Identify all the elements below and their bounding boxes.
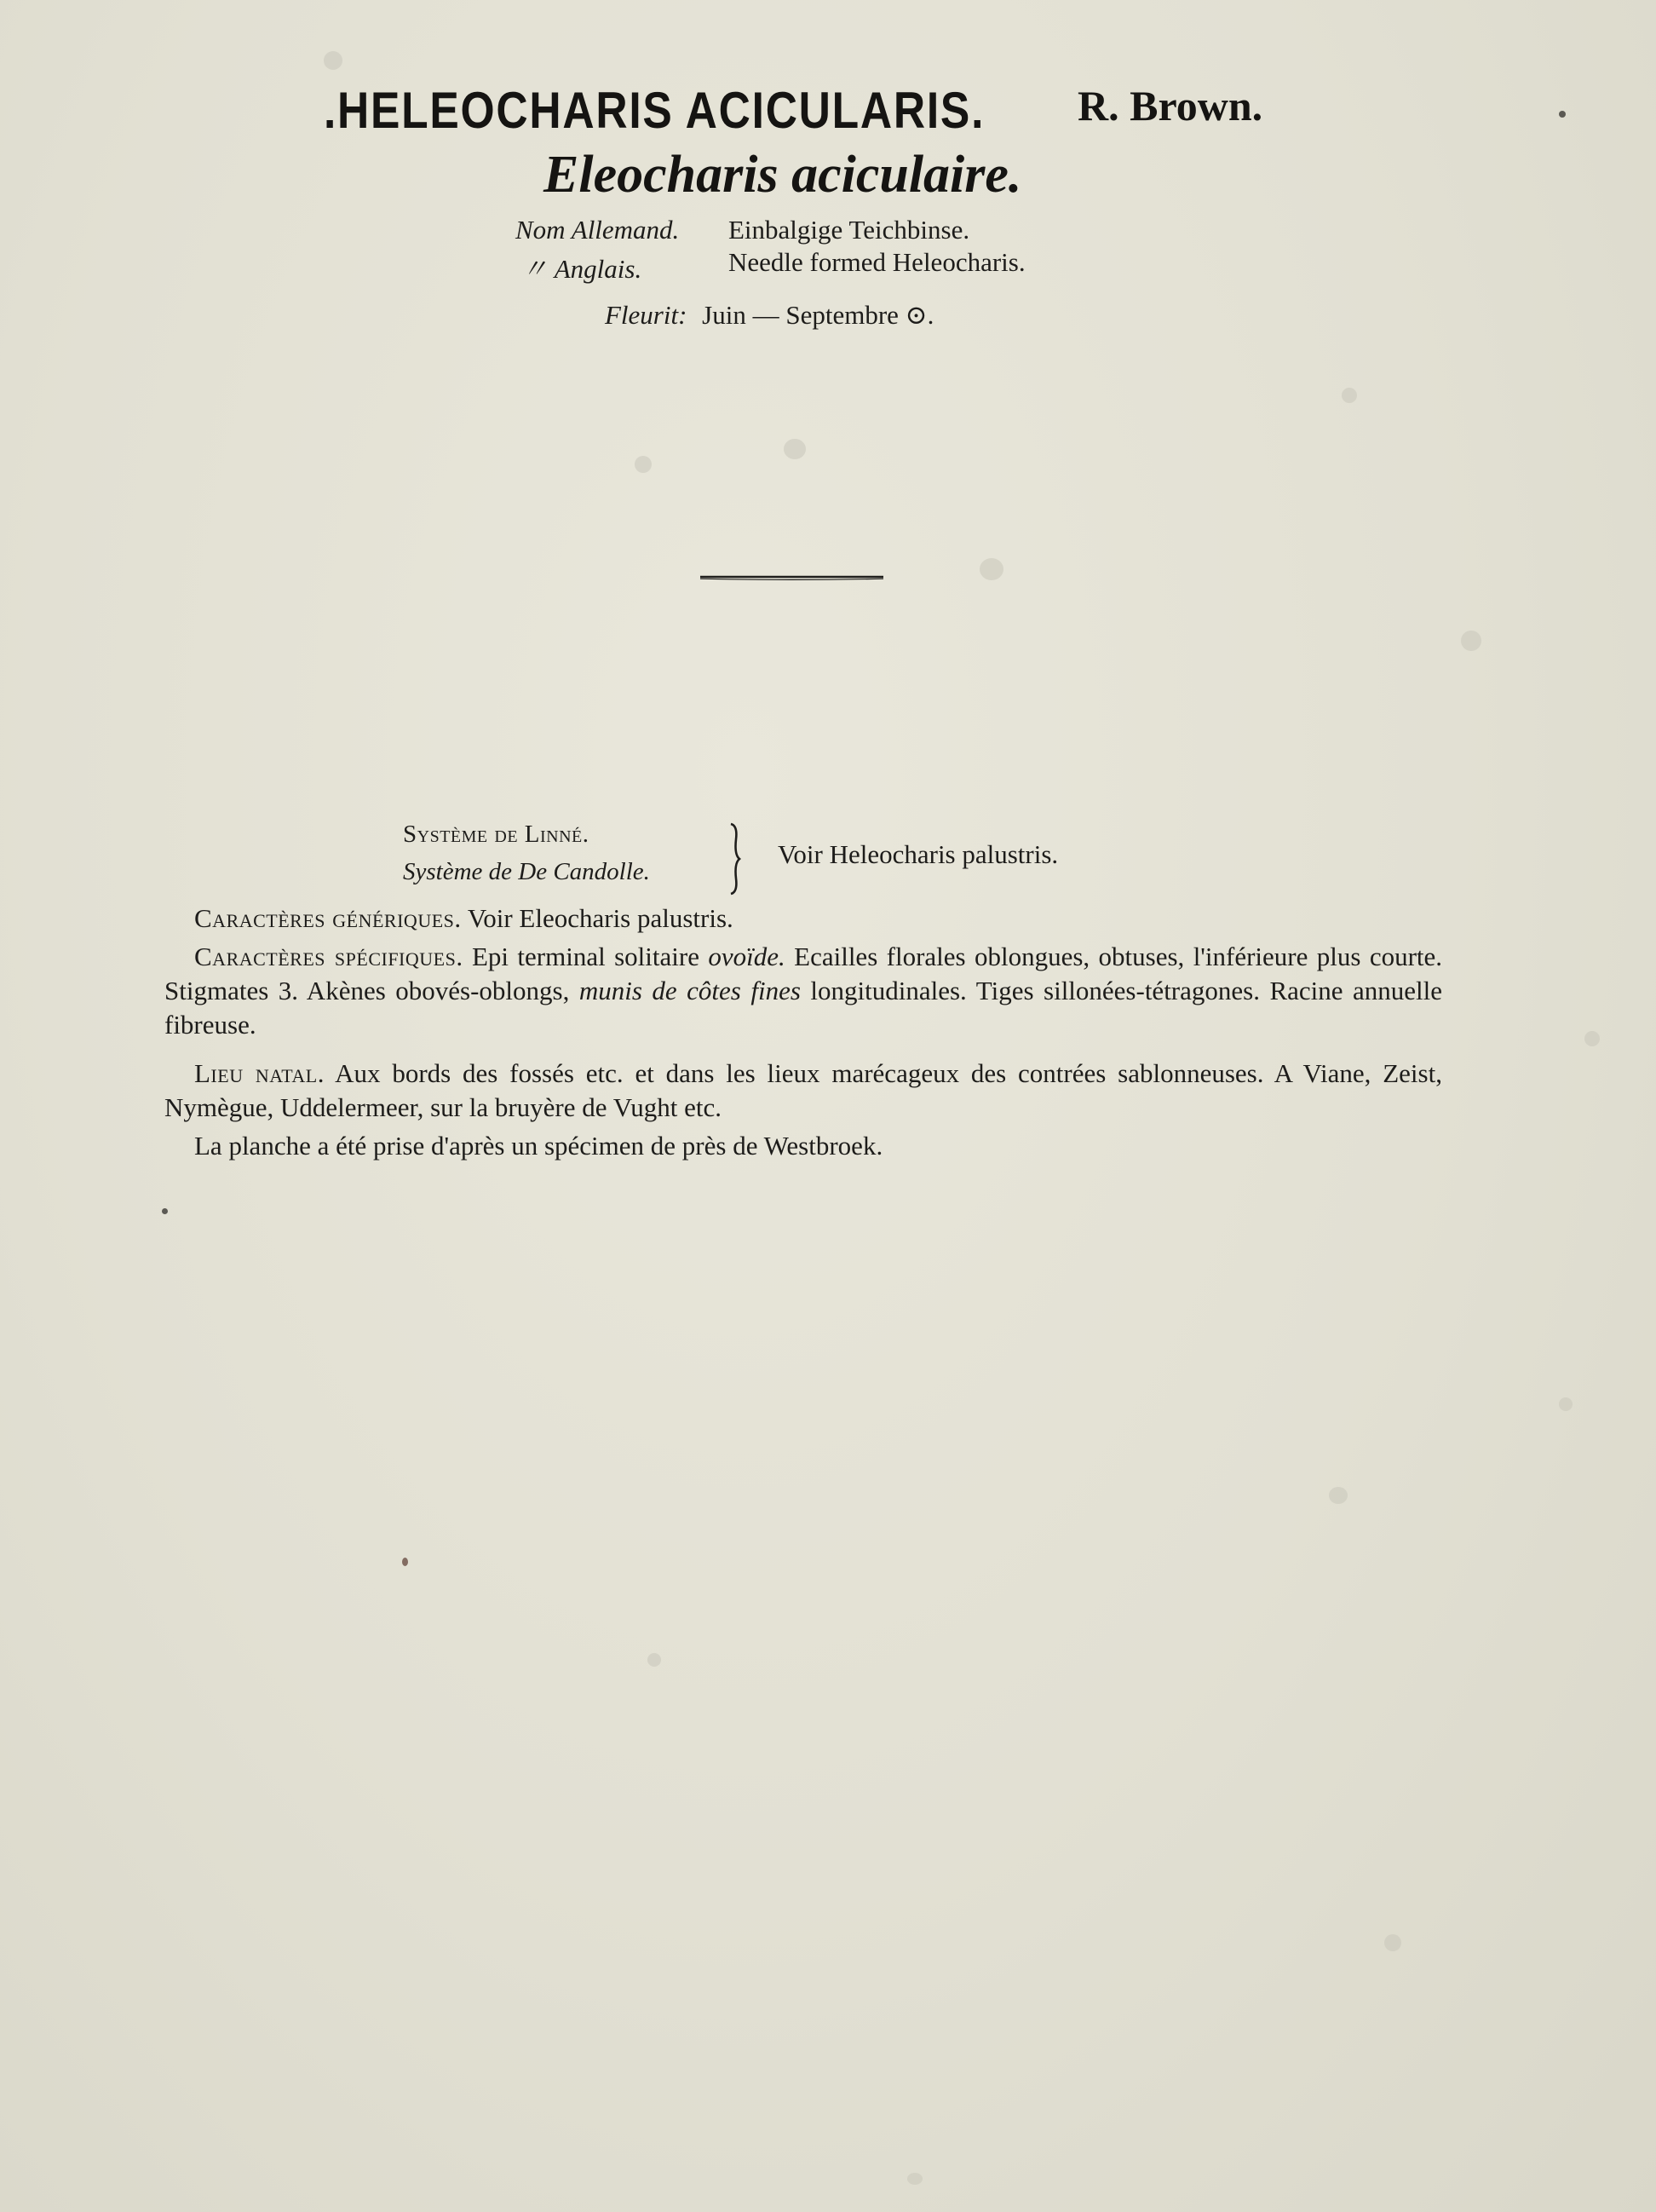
paper-speck	[980, 558, 1003, 580]
ornamental-divider	[700, 575, 883, 580]
specific-text-b: Ecailles florales oblongues, obtuses, l'inférieure plus courte. Stigmates 3. Akènes obovés-oblongs,	[164, 942, 1443, 1005]
english-name-value: Needle formed Heleocharis.	[728, 247, 1026, 277]
specific-characters-heading: Caractères spécifiques.	[194, 942, 463, 971]
german-name-label: Nom Allemand.	[515, 215, 680, 245]
paper-speck	[1559, 1397, 1573, 1411]
specific-text-a: Epi terminal solitaire	[471, 942, 699, 971]
generic-characters-text: Voir Eleocharis palustris.	[467, 903, 733, 933]
paper-speck	[647, 1653, 661, 1667]
systems-reference: Voir Heleocharis palustris.	[778, 839, 1059, 869]
paper-speck	[907, 2173, 923, 2185]
ink-dot	[402, 1558, 408, 1566]
english-name-label: 〃 Anglais.	[521, 254, 642, 284]
generic-characters-paragraph	[164, 902, 1442, 936]
paper-speck	[1584, 1031, 1600, 1046]
specific-italic-b: munis de côtes fines	[578, 976, 801, 1005]
generic-characters-heading: Caractères génériques.	[194, 903, 462, 933]
flowering-label: Fleurit:	[605, 300, 687, 330]
paper-speck	[1342, 388, 1357, 403]
species-author: R. Brown.	[1078, 82, 1263, 130]
linne-system-label: Système de Linné.	[403, 821, 589, 848]
flowering-line	[605, 300, 934, 331]
paper-speck	[1384, 1934, 1401, 1951]
habitat-heading: Lieu natal.	[194, 1058, 325, 1088]
ink-dot	[162, 1208, 168, 1214]
plate-paragraph	[164, 1129, 1442, 1163]
specific-characters-paragraph	[164, 940, 1442, 1042]
ink-dot	[1559, 111, 1566, 118]
specific-italic-a: ovoïde.	[708, 942, 785, 971]
german-name-value: Einbalgige Teichbinse.	[728, 215, 970, 245]
species-french-name: Eleocharis aciculaire.	[543, 146, 1022, 204]
paper-speck	[1329, 1487, 1348, 1504]
flowering-value: Juin — Septembre ⊙.	[702, 300, 934, 330]
plate-text: La planche a été prise d'après un spécimen de près de Westbroek.	[194, 1131, 883, 1161]
habitat-text: Aux bords des fossés etc. et dans les lieux marécageux des contrées sablonneuses. A Viane, Zeist, Nymègue, Uddelermeer, sur la bruyère de Vught etc.	[164, 1058, 1442, 1122]
paper-speck	[635, 456, 652, 473]
paper-speck	[324, 51, 342, 70]
habitat-paragraph	[164, 1057, 1442, 1125]
specific-text-c: longitudinales. Tiges sillonées-tétragones. Racine annuelle fibreuse.	[164, 976, 1443, 1040]
species-latin-name: .HELEOCHARIS ACICULARIS.	[324, 82, 986, 139]
de-candolle-system-label: Système de De Candolle.	[403, 858, 650, 885]
paper-speck	[784, 439, 806, 459]
brace-icon	[726, 822, 745, 896]
paper-speck	[1461, 631, 1481, 651]
